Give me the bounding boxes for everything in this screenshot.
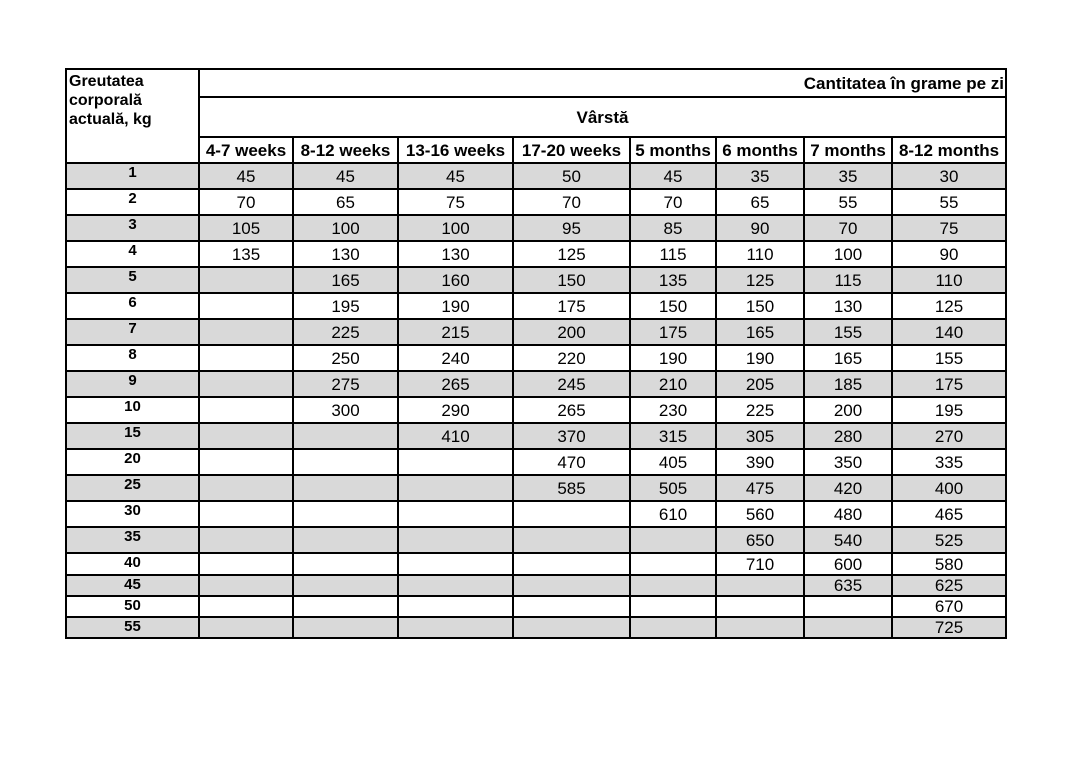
value-cell: 125 — [513, 241, 630, 267]
value-cell — [716, 617, 804, 638]
value-cell — [716, 575, 804, 596]
value-cell: 270 — [892, 423, 1006, 449]
weight-cell: 35 — [66, 527, 199, 553]
value-cell: 110 — [716, 241, 804, 267]
weight-header: Greutatea corporală actuală, kg — [66, 69, 199, 163]
value-cell: 210 — [630, 371, 716, 397]
value-cell: 190 — [630, 345, 716, 371]
value-cell: 150 — [716, 293, 804, 319]
value-cell: 280 — [804, 423, 892, 449]
table-row — [66, 163, 1006, 189]
value-cell: 540 — [804, 527, 892, 553]
weight-cell: 25 — [66, 475, 199, 501]
value-cell: 90 — [716, 215, 804, 241]
value-cell: 45 — [199, 163, 293, 189]
weight-cell: 20 — [66, 449, 199, 475]
column-header: 17-20 weeks — [513, 137, 630, 163]
value-cell: 165 — [293, 267, 398, 293]
value-cell: 55 — [804, 189, 892, 215]
value-cell — [199, 449, 293, 475]
weight-cell: 5 — [66, 267, 199, 293]
value-cell — [398, 527, 513, 553]
value-cell: 155 — [892, 345, 1006, 371]
value-cell: 205 — [716, 371, 804, 397]
value-cell: 125 — [716, 267, 804, 293]
value-cell — [293, 501, 398, 527]
column-header: 8-12 weeks — [293, 137, 398, 163]
value-cell: 130 — [804, 293, 892, 319]
weight-cell: 1 — [66, 163, 199, 189]
value-cell: 305 — [716, 423, 804, 449]
value-cell — [199, 397, 293, 423]
value-cell — [398, 501, 513, 527]
value-cell: 190 — [716, 345, 804, 371]
feeding-table — [65, 68, 1007, 639]
value-cell — [716, 596, 804, 617]
value-cell — [513, 553, 630, 575]
value-cell: 290 — [398, 397, 513, 423]
value-cell: 200 — [804, 397, 892, 423]
table-row — [66, 345, 1006, 371]
value-cell: 560 — [716, 501, 804, 527]
table-row — [66, 371, 1006, 397]
value-cell: 505 — [630, 475, 716, 501]
value-cell: 65 — [716, 189, 804, 215]
weight-cell: 40 — [66, 553, 199, 575]
value-cell: 215 — [398, 319, 513, 345]
value-cell: 45 — [293, 163, 398, 189]
value-cell: 75 — [892, 215, 1006, 241]
value-cell: 480 — [804, 501, 892, 527]
value-cell: 140 — [892, 319, 1006, 345]
value-cell: 275 — [293, 371, 398, 397]
value-cell — [398, 596, 513, 617]
value-cell: 75 — [398, 189, 513, 215]
value-cell: 670 — [892, 596, 1006, 617]
column-header: 8-12 months — [892, 137, 1006, 163]
value-cell: 135 — [199, 241, 293, 267]
column-header: 13-16 weeks — [398, 137, 513, 163]
value-cell — [630, 596, 716, 617]
value-cell: 195 — [293, 293, 398, 319]
value-cell: 155 — [804, 319, 892, 345]
value-cell: 220 — [513, 345, 630, 371]
value-cell — [513, 527, 630, 553]
value-cell: 190 — [398, 293, 513, 319]
value-cell: 185 — [804, 371, 892, 397]
value-cell: 265 — [398, 371, 513, 397]
table-row — [66, 449, 1006, 475]
value-cell: 405 — [630, 449, 716, 475]
value-cell: 525 — [892, 527, 1006, 553]
value-cell: 100 — [804, 241, 892, 267]
value-cell: 470 — [513, 449, 630, 475]
table-row — [66, 475, 1006, 501]
value-cell: 130 — [293, 241, 398, 267]
value-cell: 710 — [716, 553, 804, 575]
value-cell — [398, 475, 513, 501]
value-cell: 130 — [398, 241, 513, 267]
value-cell: 125 — [892, 293, 1006, 319]
value-cell — [398, 617, 513, 638]
value-cell: 390 — [716, 449, 804, 475]
value-cell — [199, 475, 293, 501]
weight-cell: 30 — [66, 501, 199, 527]
value-cell — [293, 617, 398, 638]
value-cell: 225 — [716, 397, 804, 423]
value-cell: 240 — [398, 345, 513, 371]
value-cell: 70 — [513, 189, 630, 215]
value-cell — [804, 596, 892, 617]
value-cell: 90 — [892, 241, 1006, 267]
weight-cell: 9 — [66, 371, 199, 397]
value-cell: 115 — [630, 241, 716, 267]
table-row — [66, 215, 1006, 241]
weight-cell: 15 — [66, 423, 199, 449]
value-cell: 70 — [804, 215, 892, 241]
value-cell — [199, 575, 293, 596]
value-cell: 160 — [398, 267, 513, 293]
value-cell: 150 — [630, 293, 716, 319]
weight-cell: 8 — [66, 345, 199, 371]
value-cell — [630, 617, 716, 638]
weight-cell: 6 — [66, 293, 199, 319]
value-cell: 45 — [398, 163, 513, 189]
value-cell: 165 — [804, 345, 892, 371]
table-row — [66, 397, 1006, 423]
value-cell — [804, 617, 892, 638]
value-cell — [199, 617, 293, 638]
value-cell: 55 — [892, 189, 1006, 215]
value-cell — [293, 449, 398, 475]
table-row — [66, 553, 1006, 575]
quantity-header: Cantitatea în grame pe zi — [199, 69, 1006, 97]
value-cell: 245 — [513, 371, 630, 397]
value-cell — [199, 501, 293, 527]
value-cell: 70 — [630, 189, 716, 215]
value-cell — [199, 423, 293, 449]
value-cell — [199, 553, 293, 575]
value-cell: 165 — [716, 319, 804, 345]
value-cell — [293, 475, 398, 501]
value-cell: 100 — [398, 215, 513, 241]
weight-cell: 45 — [66, 575, 199, 596]
value-cell: 35 — [804, 163, 892, 189]
value-cell: 410 — [398, 423, 513, 449]
value-cell: 300 — [293, 397, 398, 423]
value-cell: 465 — [892, 501, 1006, 527]
value-cell: 475 — [716, 475, 804, 501]
value-cell: 195 — [892, 397, 1006, 423]
value-cell — [398, 553, 513, 575]
value-cell — [293, 575, 398, 596]
value-cell: 610 — [630, 501, 716, 527]
value-cell: 85 — [630, 215, 716, 241]
value-cell: 420 — [804, 475, 892, 501]
value-cell — [199, 345, 293, 371]
value-cell: 650 — [716, 527, 804, 553]
value-cell: 635 — [804, 575, 892, 596]
weight-cell: 55 — [66, 617, 199, 638]
value-cell: 315 — [630, 423, 716, 449]
value-cell — [199, 371, 293, 397]
column-header: 5 months — [630, 137, 716, 163]
value-cell — [513, 575, 630, 596]
value-cell: 625 — [892, 575, 1006, 596]
weight-cell: 10 — [66, 397, 199, 423]
weight-cell: 3 — [66, 215, 199, 241]
value-cell: 50 — [513, 163, 630, 189]
value-cell: 585 — [513, 475, 630, 501]
value-cell: 335 — [892, 449, 1006, 475]
table-row — [66, 293, 1006, 319]
value-cell — [398, 449, 513, 475]
value-cell: 35 — [716, 163, 804, 189]
table-row — [66, 596, 1006, 617]
value-cell: 95 — [513, 215, 630, 241]
value-cell — [293, 423, 398, 449]
value-cell: 250 — [293, 345, 398, 371]
value-cell — [398, 575, 513, 596]
value-cell — [199, 319, 293, 345]
value-cell — [630, 527, 716, 553]
table-row — [66, 319, 1006, 345]
value-cell — [199, 267, 293, 293]
value-cell — [293, 527, 398, 553]
value-cell — [293, 596, 398, 617]
value-cell: 175 — [892, 371, 1006, 397]
value-cell: 175 — [513, 293, 630, 319]
value-cell: 45 — [630, 163, 716, 189]
value-cell: 200 — [513, 319, 630, 345]
value-cell: 100 — [293, 215, 398, 241]
value-cell: 600 — [804, 553, 892, 575]
column-header: 4-7 weeks — [199, 137, 293, 163]
value-cell: 110 — [892, 267, 1006, 293]
value-cell — [513, 617, 630, 638]
value-cell — [630, 553, 716, 575]
value-cell: 370 — [513, 423, 630, 449]
table-row — [66, 241, 1006, 267]
weight-cell: 4 — [66, 241, 199, 267]
value-cell — [199, 293, 293, 319]
value-cell — [199, 596, 293, 617]
value-cell — [513, 596, 630, 617]
table-row — [66, 267, 1006, 293]
table-row — [66, 501, 1006, 527]
value-cell: 265 — [513, 397, 630, 423]
value-cell: 580 — [892, 553, 1006, 575]
value-cell: 350 — [804, 449, 892, 475]
value-cell: 65 — [293, 189, 398, 215]
weight-cell: 7 — [66, 319, 199, 345]
value-cell: 230 — [630, 397, 716, 423]
value-cell — [199, 527, 293, 553]
table-row — [66, 423, 1006, 449]
value-cell: 400 — [892, 475, 1006, 501]
table-row — [66, 617, 1006, 638]
value-cell: 70 — [199, 189, 293, 215]
value-cell: 225 — [293, 319, 398, 345]
table-row — [66, 189, 1006, 215]
column-header: 7 months — [804, 137, 892, 163]
value-cell: 105 — [199, 215, 293, 241]
weight-cell: 2 — [66, 189, 199, 215]
value-cell: 30 — [892, 163, 1006, 189]
table-row — [66, 575, 1006, 596]
value-cell — [513, 501, 630, 527]
value-cell: 150 — [513, 267, 630, 293]
value-cell — [630, 575, 716, 596]
value-cell: 175 — [630, 319, 716, 345]
value-cell — [293, 553, 398, 575]
value-cell: 725 — [892, 617, 1006, 638]
value-cell: 115 — [804, 267, 892, 293]
age-header: Vârstă — [199, 97, 1006, 137]
table-row — [66, 527, 1006, 553]
value-cell: 135 — [630, 267, 716, 293]
weight-cell: 50 — [66, 596, 199, 617]
column-header: 6 months — [716, 137, 804, 163]
